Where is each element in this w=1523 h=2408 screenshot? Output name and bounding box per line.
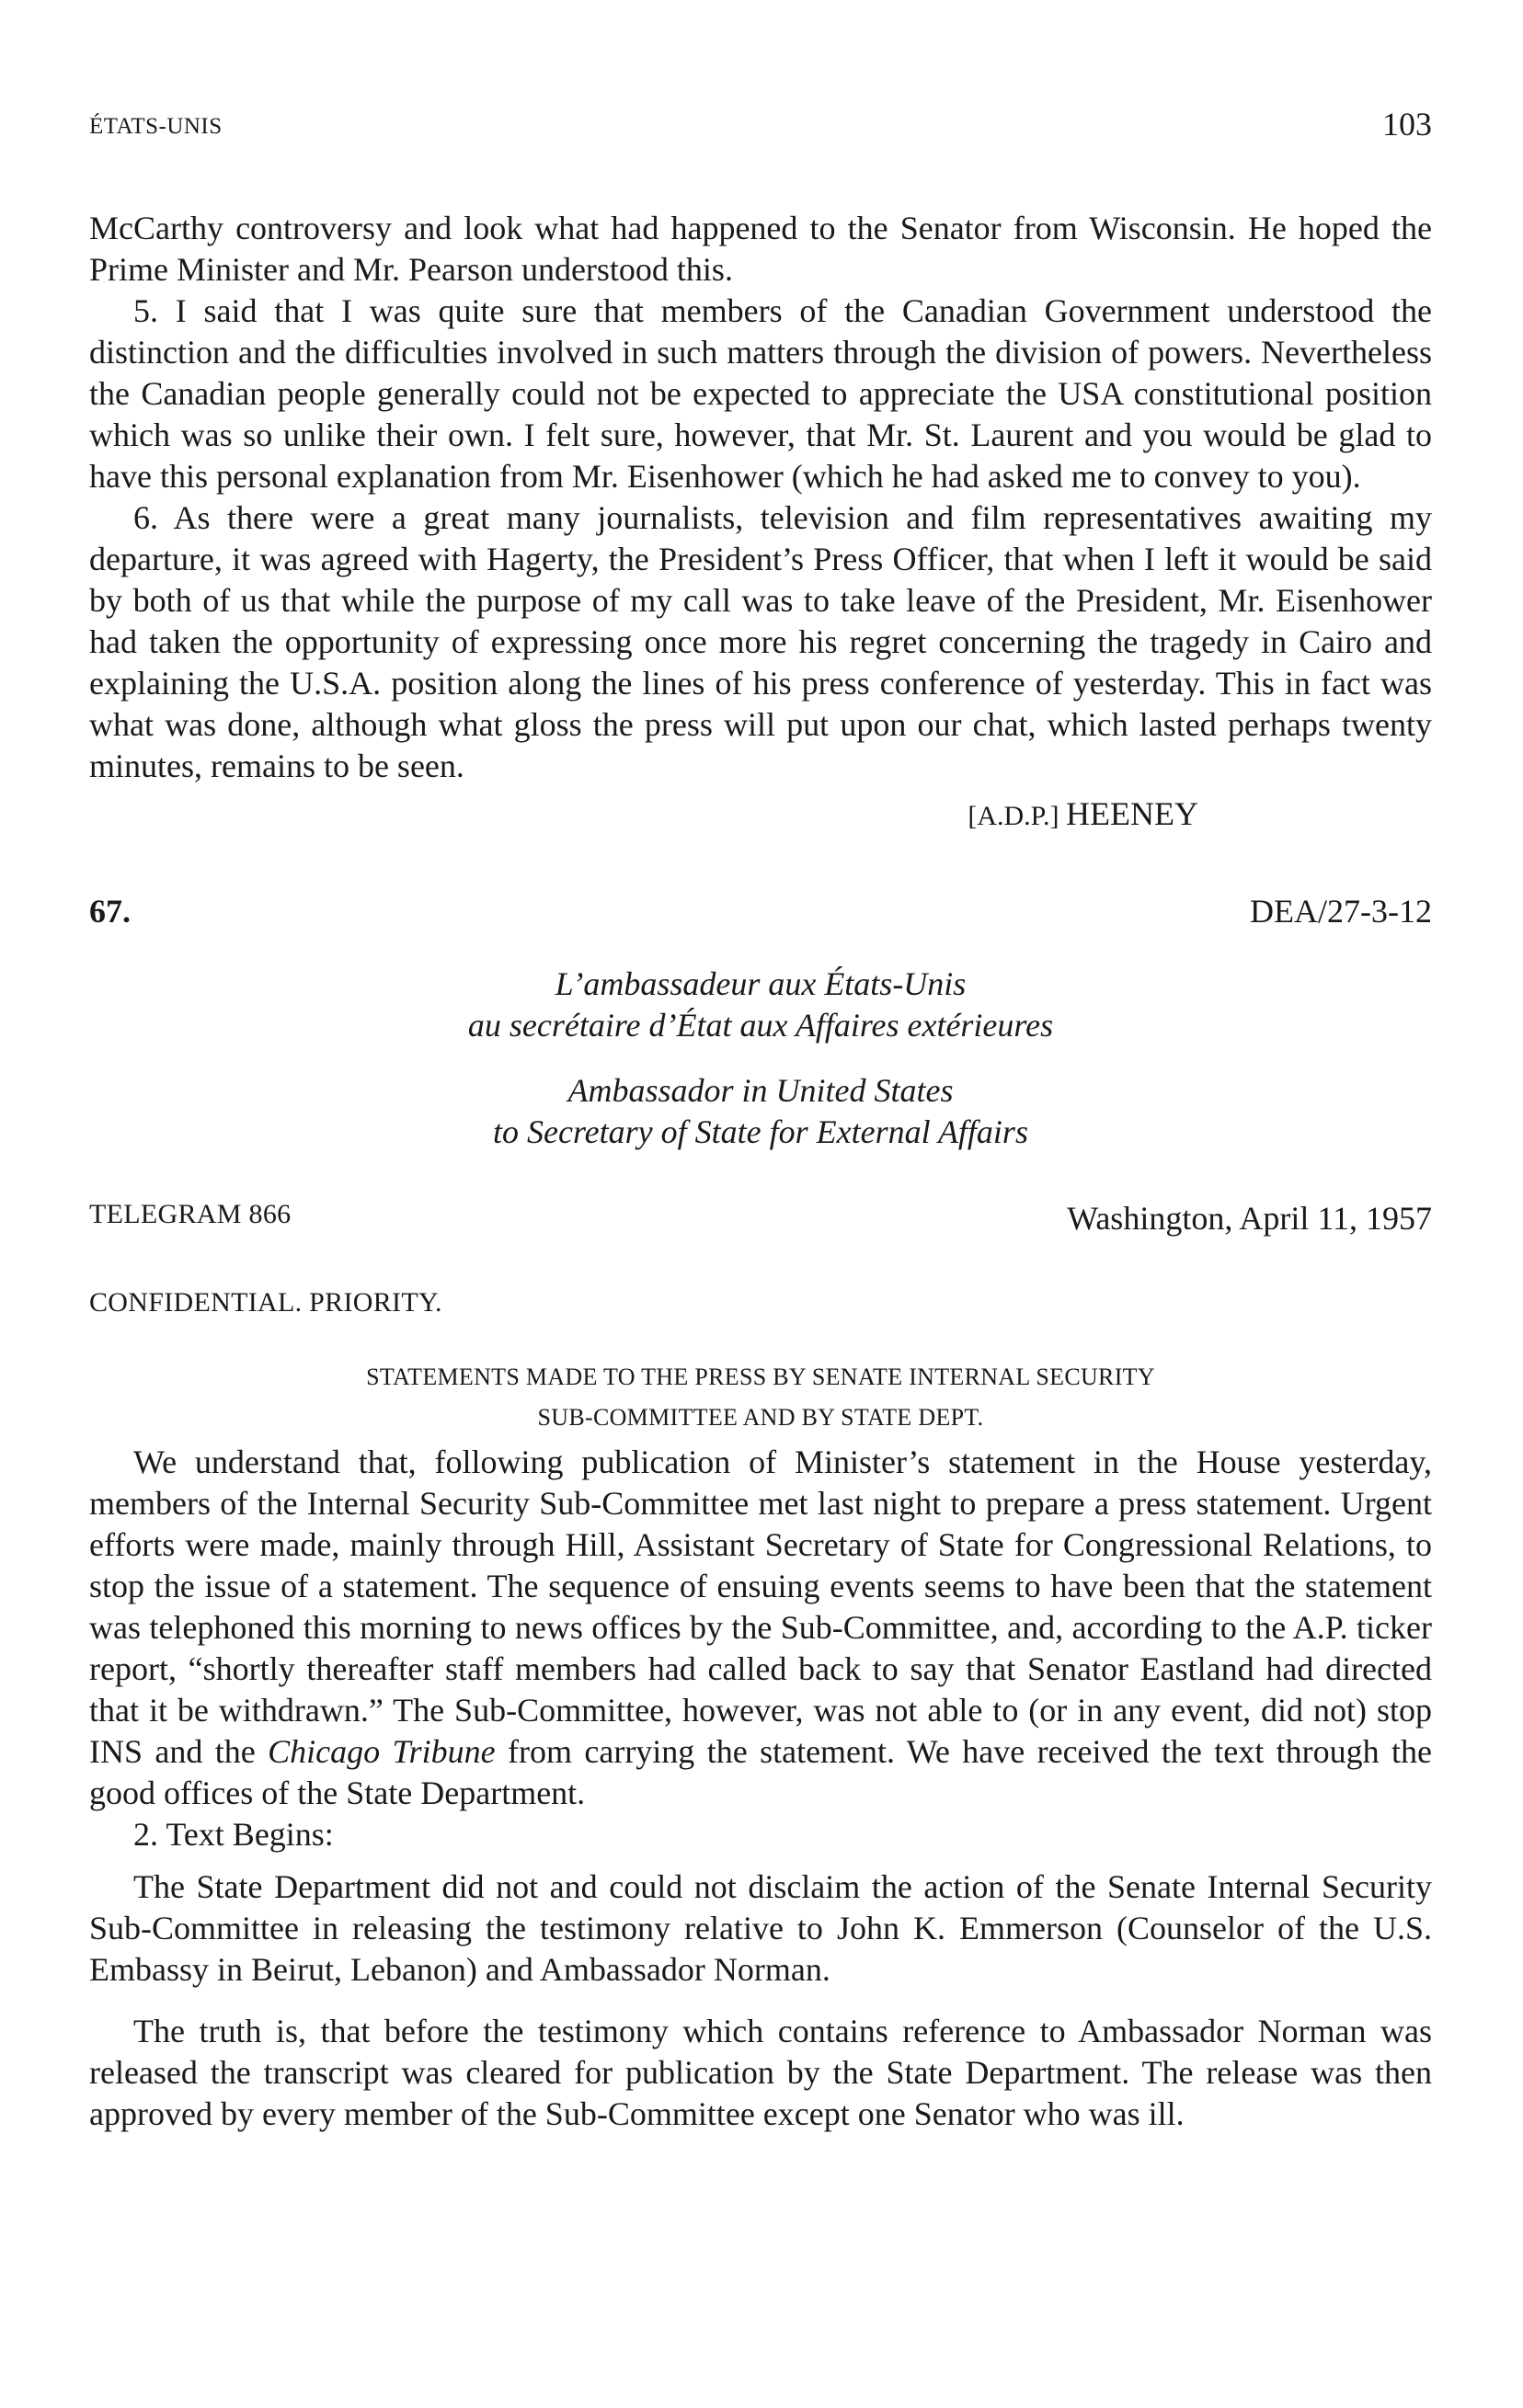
- quoted-paragraph-1: The State Department did not and could not disclaim the action of the Senate Internal Security Sub-Committee in releasing the testimony relative to John K. Emmerson (Counselor of the U.S. Embassy in Beirut, Lebanon) and Ambassador Norman.: [89, 1868, 1432, 1988]
- classification: CONFIDENTIAL. PRIORITY.: [89, 1287, 442, 1318]
- subject-heading: [89, 1357, 1432, 1438]
- addressee-english-line-1: Ambassador in United States: [567, 1072, 954, 1109]
- subject-line-2: SUB-COMMITTEE AND BY STATE DEPT.: [537, 1404, 984, 1431]
- signature-name: HEENEY: [1066, 795, 1198, 832]
- telegram-paragraph-1: [89, 1442, 1432, 1814]
- paragraph-1-text: We understand that, following publication of Minister’s statement in the House yesterday, members of the Internal Security Sub-Committee met last night to prepare a press statement. Urgent efforts were made, mainly through Hill, Assistant Secretary of State for Congressional Relations, to stop the issue of a statement. The sequence of ensuing events seems to have been that the statement was telephoned this morning to news offices by the Sub-Committee, and, according to the A.P. ticker report, “shortly thereafter staff members had called back to say that Senator Eastland had directed that it be withdrawn.” The Sub-Committee, however, was not able to (or in any event, did not) stop INS and the: [89, 1444, 1432, 1770]
- addressee-english-line-2: to Secretary of State for External Affairs: [493, 1113, 1028, 1150]
- addressee-french-line-1: L’ambassadeur aux États-Unis: [555, 965, 967, 1002]
- quoted-paragraph-2: The truth is, that before the testimony which contains reference to Ambassador Norman was released the transcript was cleared for publication by the State Department. The release was then approved by every member of the Sub-Committee except one Senator who was ill.: [89, 2013, 1432, 2132]
- addressee-french-line-2: au secrétaire d’État aux Affaires extérieures: [467, 1007, 1054, 1044]
- running-header: [89, 101, 1432, 156]
- page-number: 103: [1382, 106, 1432, 143]
- continued-paragraph: McCarthy controversy and look what had happened to the Senator from Wisconsin. He hoped the Prime Minister and Mr. Pearson understood this.: [89, 210, 1432, 288]
- signature-initials: [A.D.P.]: [968, 801, 1059, 831]
- newspaper-title: Chicago Tribune: [268, 1733, 496, 1770]
- document-number: 67.: [89, 893, 131, 930]
- signature: [89, 794, 1198, 833]
- paragraph-1-text-end: from carrying the statement. We have received the text through the good offices of the State Department.: [89, 1733, 1433, 1811]
- document-reference: DEA/27-3-12: [1250, 893, 1432, 930]
- place-and-date: Washington, April 11, 1957: [1067, 1200, 1432, 1237]
- paragraph-5: 5. I said that I was quite sure that members of the Canadian Government understood the distinction and the difficulties involved in such matters through the division of powers. Nevertheless the Canadian people generally could not be expected to appreciate the USA constitutional position which was so unlike their own. I felt sure, however, that Mr. St. Laurent and you would be glad to have this personal explanation from Mr. Eisenhower (which he had asked me to convey to you).: [89, 292, 1432, 495]
- document-heading: [89, 892, 1432, 940]
- telegram-number: TELEGRAM 866: [89, 1199, 292, 1229]
- addressee-french: [89, 964, 1432, 1046]
- addressee-english: [89, 1070, 1432, 1153]
- subject-line-1: STATEMENTS MADE TO THE PRESS BY SENATE INTERNAL SECURITY: [366, 1364, 1155, 1390]
- paragraph-6: 6. As there were a great many journalists, television and film representatives awaiting my departure, it was agreed with Hagerty, the President’s Press Officer, that when I left it would be said by both of us that while the purpose of my call was to take leave of the President, Mr. Eisenhower had taken the opportunity of expressing once more his regret concerning the tragedy in Cairo and explaining the U.S.A. position along the lines of his press conference of yesterday. This in fact was what was done, although what gloss the press will put upon our chat, which lasted perhaps twenty minutes, remains to be seen.: [89, 499, 1432, 784]
- running-title: ÉTATS-UNIS: [89, 114, 223, 139]
- telegram-paragraph-2: 2. Text Begins:: [133, 1816, 334, 1853]
- telegram-line: [89, 1199, 1432, 1245]
- document-page: [89, 101, 1432, 2135]
